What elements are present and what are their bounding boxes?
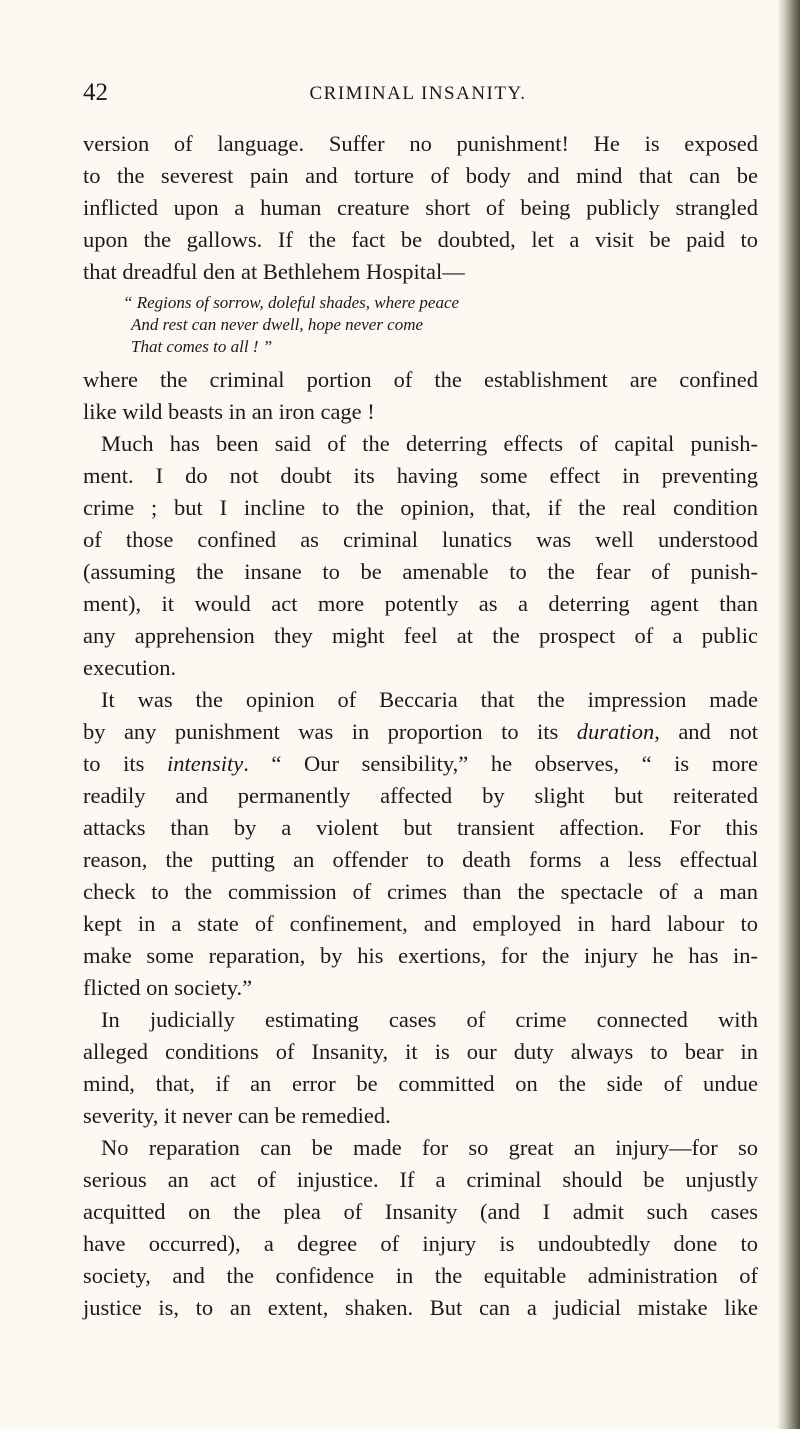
quote-line: And rest can never dwell, hope never come [131, 315, 424, 334]
text-line: have occurred), a degree of injury is undoubtedly done to [83, 1231, 758, 1256]
italic-duration: duration [576, 719, 655, 744]
verse-quotation [83, 288, 758, 364]
quote-line: “ Regions of sorrow, doleful shades, where peace [123, 293, 460, 312]
text-line: to the severest pain and torture of body and mind that can be [83, 163, 758, 188]
text-line: attacks than by a violent but transient affection. For this [83, 815, 758, 840]
running-head: CRIMINAL INSANITY. [309, 83, 527, 104]
page-header [83, 78, 753, 110]
text-line: ment), it would act more potently as a deterring agent than [83, 591, 758, 616]
text-line: readily and permanently affected by slight but reiterated [83, 783, 758, 808]
text-line: acquitted on the plea of Insanity (and I admit such cases [83, 1199, 758, 1224]
body-text [83, 128, 758, 1324]
quote-line: That comes to all ! ” [131, 337, 273, 356]
italic-intensity: intensity [166, 751, 244, 776]
text-line: to its intensity. “ Our sensibility,” he observes, “ is more [83, 751, 758, 776]
text-line: No reparation can be made for so great an injury—for so [101, 1135, 758, 1160]
text-line: (assuming the insane to be amenable to the fear of punish- [83, 559, 758, 584]
page-binding-edge [778, 0, 800, 1429]
text-line: like wild beasts in an iron cage ! [83, 399, 375, 424]
text-line: reason, the putting an offender to death forms a less effectual [83, 847, 758, 872]
text-line: check to the commission of crimes than the spectacle of a man [83, 879, 758, 904]
text-line: society, and the confidence in the equitable administration of [83, 1263, 758, 1288]
text-line: version of language. Suffer no punishment! He is exposed [83, 131, 758, 156]
text-line: any apprehension they might feel at the prospect of a public [83, 623, 758, 648]
text-line: flicted on society.” [83, 975, 253, 1000]
text-line: inflicted upon a human creature short of being publicly strangled [83, 195, 758, 220]
text-line: upon the gallows. If the fact be doubted, let a visit be paid to [83, 227, 758, 252]
text-line: ment. I do not doubt its having some effect in preventing [83, 463, 758, 488]
text-line: by any punishment was in proportion to its duration, and not [83, 719, 758, 744]
text-line: In judicially estimating cases of crime connected with [101, 1007, 758, 1032]
text-line: that dreadful den at Bethlehem Hospital— [83, 259, 465, 284]
text-line: kept in a state of confinement, and employed in hard labour to [83, 911, 758, 936]
text-line: execution. [83, 655, 177, 680]
text-line: of those confined as criminal lunatics was well understood [83, 527, 758, 552]
text-line: Much has been said of the deterring effects of capital punish- [101, 431, 758, 456]
text-line: justice is, to an extent, shaken. But can a judicial mistake like [83, 1295, 758, 1320]
text-line: severity, it never can be remedied. [83, 1103, 391, 1128]
text-line: make some reparation, by his exertions, for the injury he has in- [83, 943, 758, 968]
text-line: mind, that, if an error be committed on the side of undue [83, 1071, 758, 1096]
text-line: crime ; but I incline to the opinion, that, if the real condition [83, 495, 758, 520]
text-line: where the criminal portion of the establishment are confined [83, 367, 758, 392]
page-number: 42 [83, 79, 108, 106]
text-line: serious an act of injustice. If a criminal should be unjustly [83, 1167, 758, 1192]
text-line: alleged conditions of Insanity, it is our duty always to bear in [83, 1039, 758, 1064]
text-line: It was the opinion of Beccaria that the impression made [101, 687, 758, 712]
